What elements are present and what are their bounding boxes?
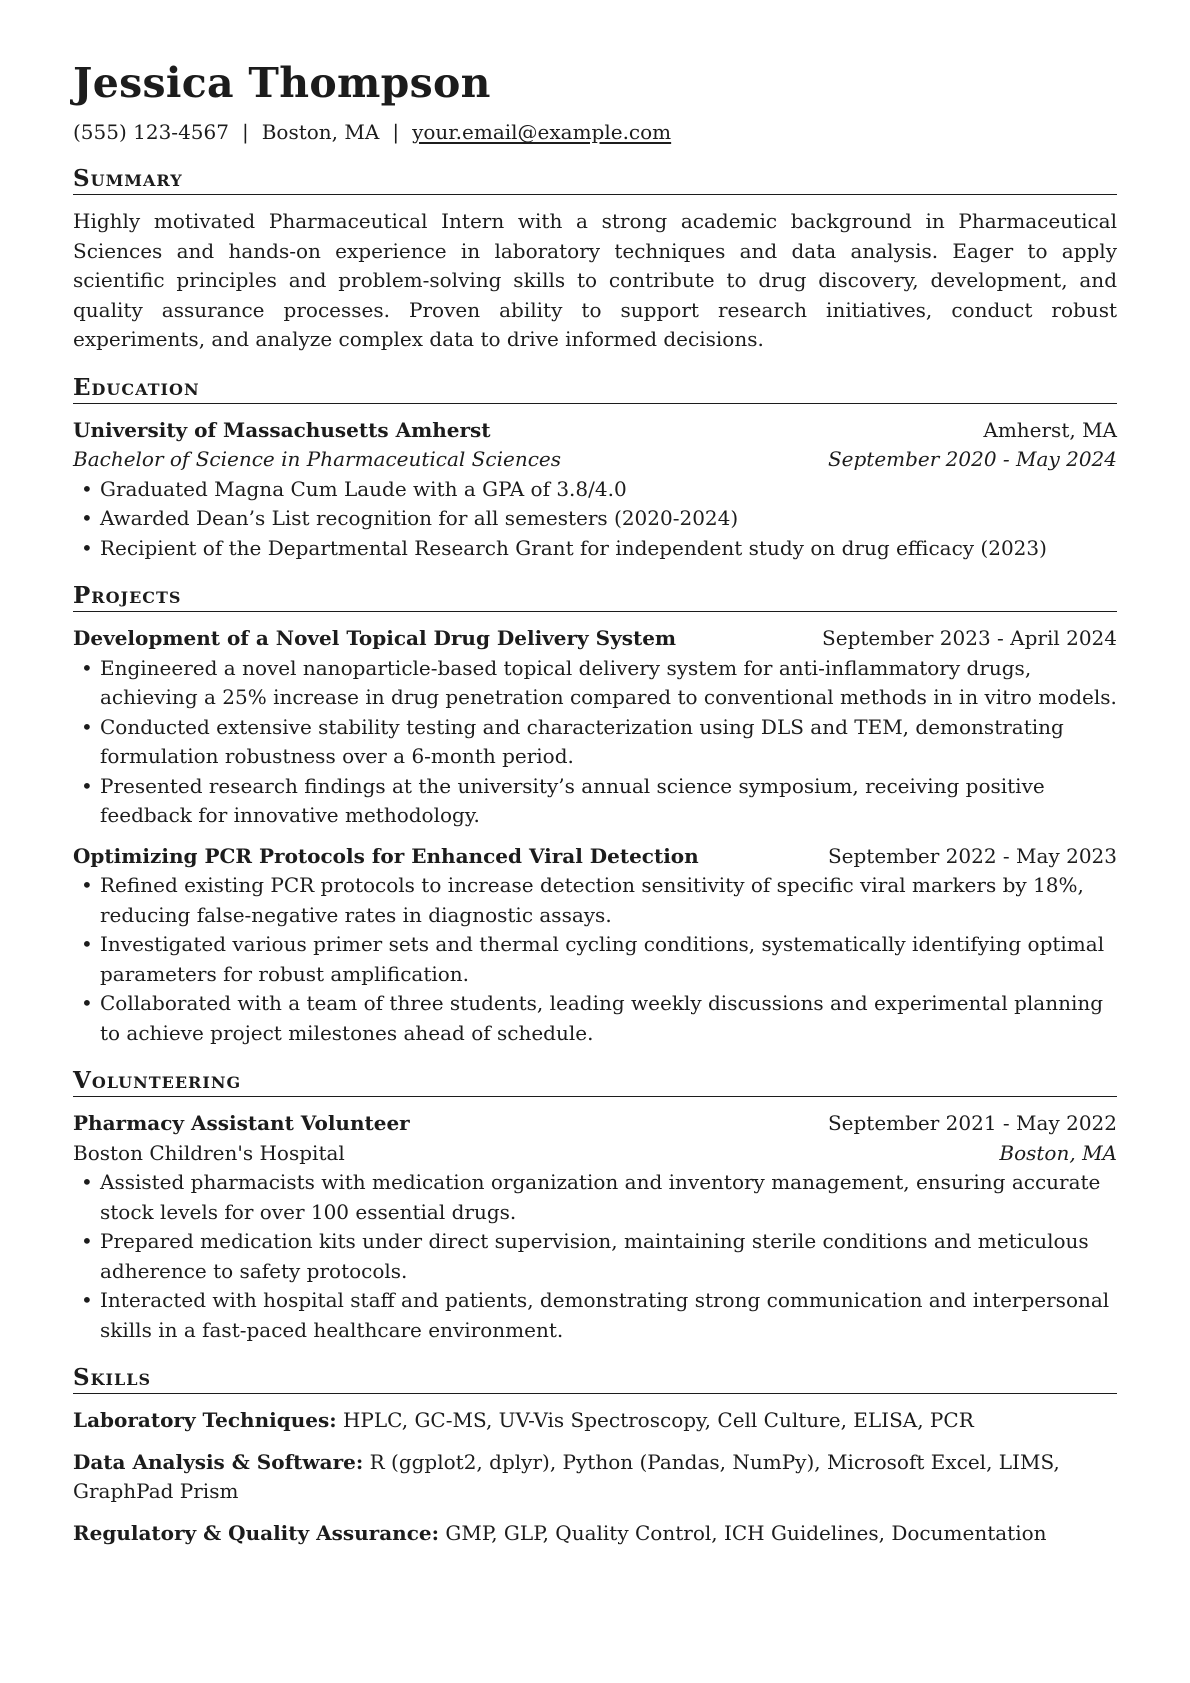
list-item: • Engineered a novel nanoparticle-based topical delivery system for anti-inflammatory drugs, achieving a 25% increase in drug penetration compared to conventional methods in in vitro models.	[73, 654, 1117, 713]
list-item: • Awarded Dean’s List recognition for all semesters (2020-2024)	[73, 504, 1117, 534]
volunteering-section	[73, 1068, 1117, 1345]
volunteer-header-row	[73, 1109, 1117, 1139]
list-item: • Recipient of the Departmental Research Grant for independent study on drug efficacy (2023)	[73, 534, 1117, 564]
project-bullets	[73, 871, 1117, 1048]
section-title-volunteering: Volunteering	[73, 1068, 1117, 1097]
project-bullets	[73, 654, 1117, 831]
volunteer-bullets	[73, 1168, 1117, 1345]
project-name: Optimizing PCR Protocols for Enhanced Viral Detection	[73, 843, 699, 868]
section-title-summary: Summary	[73, 166, 1117, 195]
skill-label: Laboratory Techniques:	[73, 1408, 337, 1432]
education-dates: September 2020 - May 2024	[827, 447, 1117, 471]
volunteer-role: Pharmacy Assistant Volunteer	[73, 1111, 410, 1135]
project-header-row	[73, 624, 1117, 654]
contact-separator: |	[392, 120, 400, 144]
list-item: • Assisted pharmacists with medication organization and inventory management, ensuring accurate stock levels for over 100 essential drugs.	[73, 1168, 1117, 1227]
school-location: Amherst, MA	[983, 417, 1117, 442]
contact-line	[73, 118, 1117, 146]
section-title-projects: Projects	[73, 583, 1117, 612]
list-item: • Interacted with hospital staff and patients, demonstrating strong communication and interpersonal skills in a fast-paced healthcare environment.	[73, 1286, 1117, 1345]
education-section	[73, 375, 1117, 564]
skill-line	[73, 1519, 1117, 1549]
project-dates: September 2023 - April 2024	[822, 626, 1117, 650]
list-item: • Refined existing PCR protocols to increase detection sensitivity of specific viral markers by 18%, reducing false-negative rates in diagnostic assays.	[73, 871, 1117, 930]
skill-label: Data Analysis & Software:	[73, 1449, 364, 1474]
contact-separator: |	[241, 120, 249, 144]
projects-section	[73, 583, 1117, 1048]
list-item: • Graduated Magna Cum Laude with a GPA of 3.8/4.0	[73, 475, 1117, 505]
education-header-row	[73, 416, 1117, 446]
skills-section	[73, 1365, 1117, 1548]
list-item: • Prepared medication kits under direct supervision, maintaining sterile conditions and meticulous adherence to safety protocols.	[73, 1227, 1117, 1286]
education-bullets	[73, 475, 1117, 564]
resume-page	[73, 58, 1117, 1548]
skill-label: Regulatory & Quality Assurance:	[73, 1520, 439, 1545]
education-degree-row	[73, 445, 1117, 475]
section-title-skills: Skills	[73, 1365, 1117, 1394]
skill-value: HPLC, GC-MS, UV-Vis Spectroscopy, Cell Culture, ELISA, PCR	[342, 1408, 974, 1432]
project-name: Development of a Novel Topical Drug Delivery System	[73, 626, 677, 650]
skill-value: R (ggplot2, dplyr), Python (Pandas, NumPy), Microsoft Excel, LIMS, GraphPad Prism	[73, 1449, 1060, 1503]
section-title-education: Education	[73, 375, 1117, 404]
phone-number: (555) 123-4567	[73, 120, 229, 144]
list-item: • Collaborated with a team of three students, leading weekly discussions and experimental planning to achieve project milestones ahead of schedule.	[73, 989, 1117, 1048]
degree: Bachelor of Science in Pharmaceutical Sciences	[73, 447, 561, 471]
volunteer-location: Boston, MA	[999, 1140, 1117, 1165]
candidate-name: Jessica Thompson	[73, 59, 491, 107]
skill-line	[73, 1448, 1117, 1507]
volunteer-organization: Boston Children's Hospital	[73, 1140, 345, 1165]
volunteer-dates: September 2021 - May 2022	[827, 1111, 1117, 1135]
project-dates: September 2022 - May 2023	[827, 843, 1117, 868]
location: Boston, MA	[261, 120, 380, 144]
summary-section	[73, 166, 1117, 355]
project-entry	[73, 624, 1117, 831]
project-header-row	[73, 842, 1117, 872]
email-link[interactable]: your.email@example.com	[412, 120, 672, 144]
project-entry	[73, 842, 1117, 1049]
skill-value: GMP, GLP, Quality Control, ICH Guidelines, Documentation	[445, 1520, 1047, 1545]
summary-text: Highly motivated Pharmaceutical Intern with a strong academic background in Pharmaceutical Sciences and hands-on experience in laboratory techniques and data analysis. Eager to apply scientific principles and problem-solving skills to contribute to drug discovery, development, and quality assurance processes. Proven ability to support research initiatives, conduct robust experiments, and analyze complex data to drive informed decisions.	[73, 209, 1117, 351]
list-item: • Investigated various primer sets and thermal cycling conditions, systematically identifying optimal parameters for robust amplification.	[73, 930, 1117, 989]
volunteer-org-row	[73, 1139, 1117, 1169]
skill-line	[73, 1406, 1117, 1436]
list-item: • Presented research findings at the university’s annual science symposium, receiving positive feedback for innovative methodology.	[73, 772, 1117, 831]
school-name: University of Massachusetts Amherst	[73, 417, 491, 442]
list-item: • Conducted extensive stability testing and characterization using DLS and TEM, demonstrating formulation robustness over a 6-month period.	[73, 713, 1117, 772]
